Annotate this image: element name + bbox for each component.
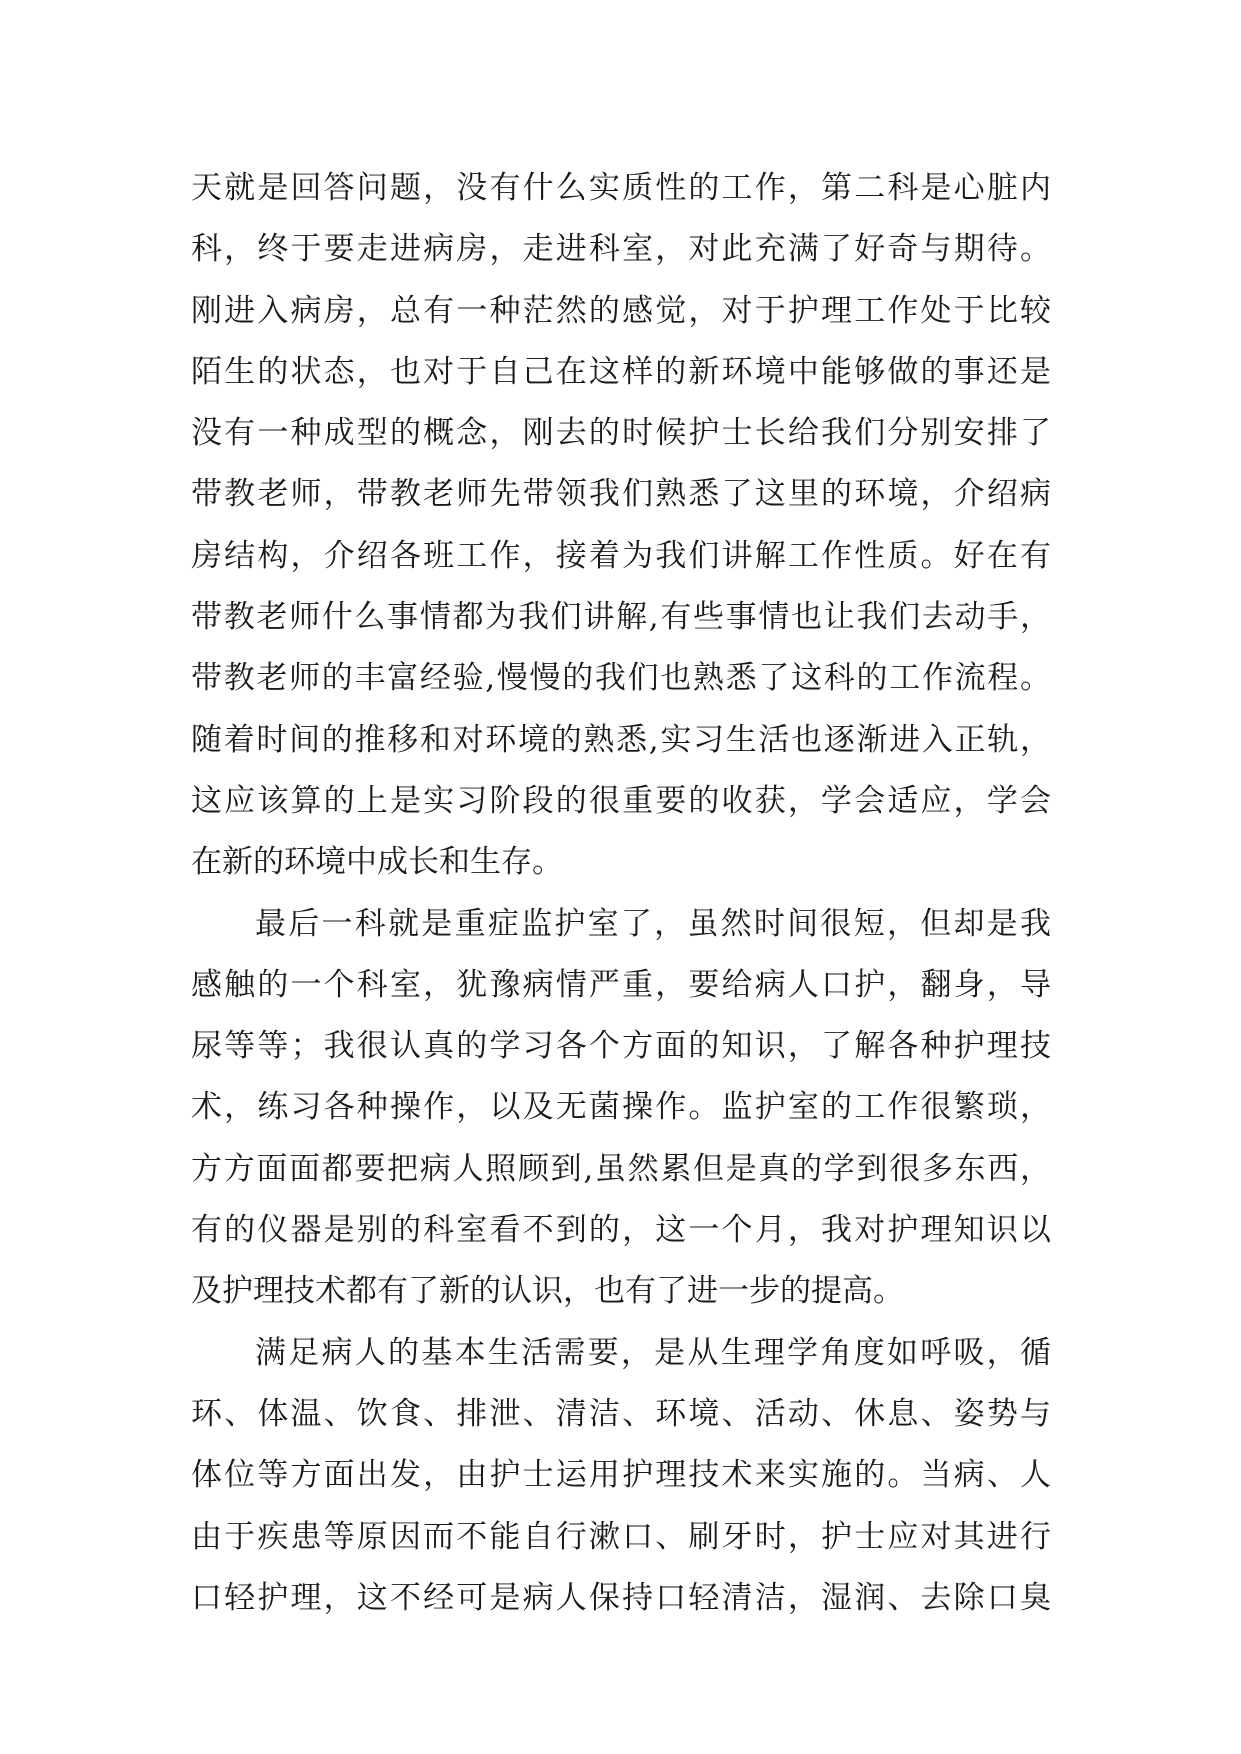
text-line: 天就是回答问题，没有什么实质性的工作，第二科是心脏内 xyxy=(191,170,1051,206)
text-line: 有的仪器是别的科室看不到的，这一个月，我对护理知识以 xyxy=(191,1212,1051,1249)
text-line: 口轻护理，这不经可是病人保持口轻清洁，湿润、去除口臭 xyxy=(191,1579,1051,1616)
text-line: 随着时间的推移和对环境的熟悉,实习生活也逐渐进入正轨， xyxy=(191,721,1051,758)
text-line: 方方面面都要把病人照顾到,虽然累但是真的学到很多东西， xyxy=(191,1150,1051,1187)
text-line: 术，练习各种操作，以及无菌操作。监护室的工作很繁琐， xyxy=(191,1089,1051,1126)
paragraph-first-line: 最后一科就是重症监护室了，虽然时间很短，但却是我 xyxy=(255,905,1051,942)
text-line: 房结构，介绍各班工作，接着为我们讲解工作性质。好在有 xyxy=(191,537,1051,574)
text-line: 及护理技术都有了新的认识，也有了进一步的提高。 xyxy=(191,1273,904,1310)
text-line: 陌生的状态，也对于自己在这样的新环境中能够做的事还是 xyxy=(191,353,1051,390)
text-line: 尿等等；我很认真的学习各个方面的知识，了解各种护理技 xyxy=(191,1028,1051,1065)
text-line: 科，终于要走进病房，走进科室，对此充满了好奇与期待。 xyxy=(191,231,1051,268)
text-line: 这应该算的上是实习阶段的很重要的收获，学会适应，学会 xyxy=(191,782,1051,819)
text-line: 感触的一个科室，犹豫病情严重，要给病人口护，翻身，导 xyxy=(191,966,1051,1003)
text-line: 体位等方面出发，由护士运用护理技术来实施的。当病、人 xyxy=(191,1457,1051,1494)
text-line: 环、体温、饮食、排泄、清洁、环境、活动、休息、姿势与 xyxy=(191,1395,1051,1432)
paragraph-first-line: 满足病人的基本生活需要，是从生理学角度如呼吸，循 xyxy=(255,1334,1051,1371)
text-line: 带教老师的丰富经验,慢慢的我们也熟悉了这科的工作流程。 xyxy=(191,660,1051,697)
text-line: 在新的环境中成长和生存。 xyxy=(191,844,563,881)
text-line: 带教老师什么事情都为我们讲解,有些事情也让我们去动手， xyxy=(191,599,1051,636)
text-line: 带教老师，带教老师先带领我们熟悉了这里的环境，介绍病 xyxy=(191,476,1051,513)
text-line: 没有一种成型的概念，刚去的时候护士长给我们分别安排了 xyxy=(191,415,1051,452)
text-line: 刚进入病房，总有一种茫然的感觉，对于护理工作处于比较 xyxy=(191,292,1051,329)
text-line: 由于疾患等原因而不能自行漱口、刷牙时，护士应对其进行 xyxy=(191,1518,1051,1555)
document-body xyxy=(191,158,1051,1629)
